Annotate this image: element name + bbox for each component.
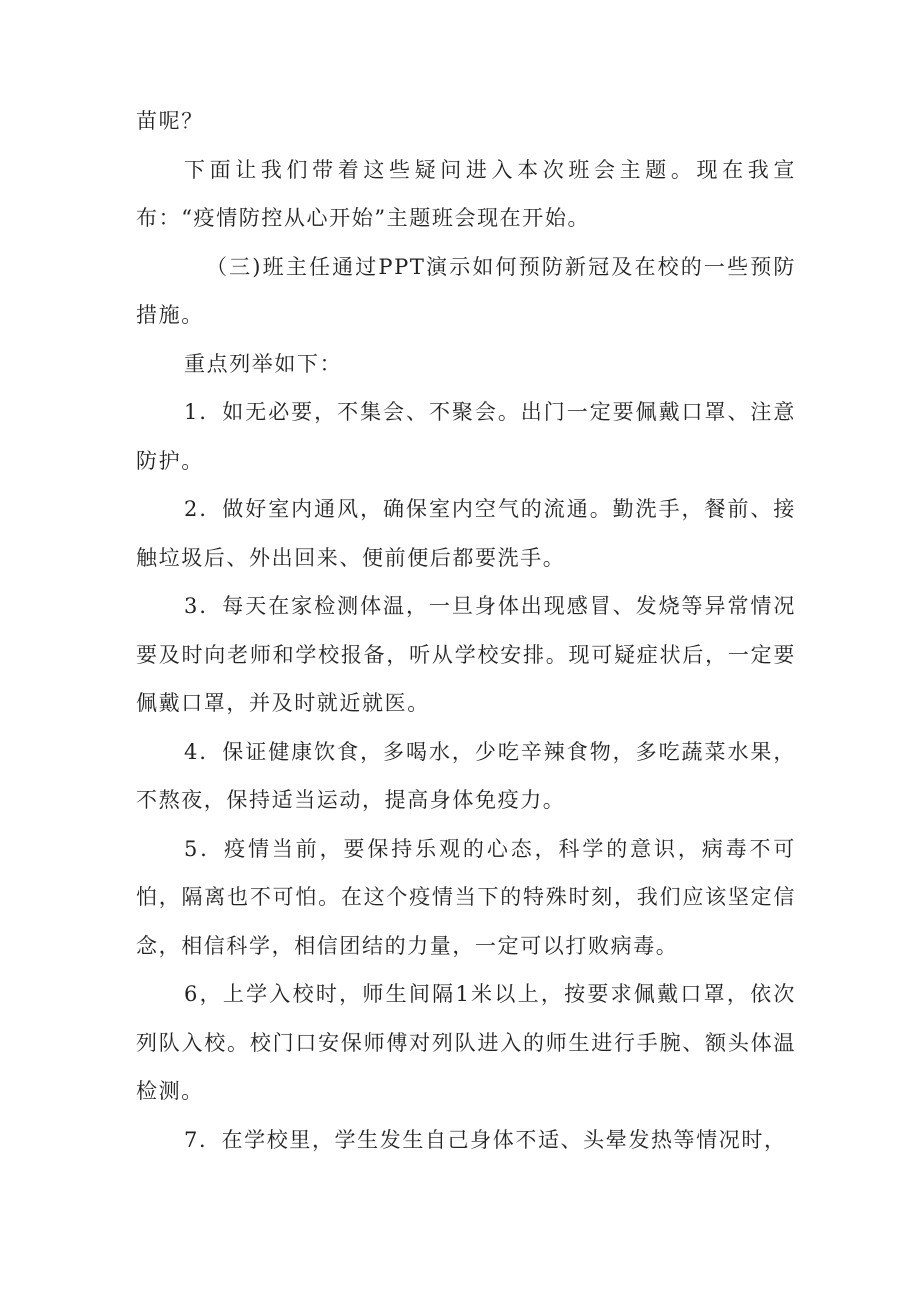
list-item-3: 3．每天在家检测体温，一旦身体出现感冒、发烧等异常情况要及时向老师和学校报备，听从学校安排。现可疑症状后，一定要佩戴口罩，并及时就近就医。 [136,594,796,715]
paragraph-announcement: 下面让我们带着这些疑问进入本次班会主题。现在我宣布：“疫情防控从心开始”主题班会现在开始。 [136,157,796,230]
paragraph-continuation: 苗呢？ [136,109,204,133]
list-item-2: 2．做好室内通风，确保室内空气的流通。勤洗手，餐前、接触垃圾后、外出回来、便前便后都要洗手。 [136,497,796,570]
list-item-6: 6，上学入校时，师生间隔1米以上，按要求佩戴口罩，依次列队入校。校门口安保师傅对列队进入的师生进行手腕、额头体温检测。 [136,982,796,1103]
paragraph-list-intro: 重点列举如下： [184,351,343,376]
paragraph-section-three: （三)班主任通过PPT演示如何预防新冠及在校的一些预防措施。 [136,254,796,327]
list-item-7: 7．在学校里，学生发生自己身体不适、头晕发热等情况时， [184,1127,787,1152]
document-body [136,97,796,1164]
list-item-4: 4．保证健康饮食，多喝水，少吃辛辣食物，多吃蔬菜水果，不熬夜，保持适当运动，提高身体免疫力。 [136,739,796,812]
list-item-1: 1．如无必要，不集会、不聚会。出门一定要佩戴口罩、注意防护。 [136,400,796,473]
list-item-5: 5．疫情当前，要保持乐观的心态，科学的意识，病毒不可怕，隔离也不可怕。在这个疫情当下的特殊时刻，我们应该坚定信念，相信科学，相信团结的力量，一定可以打败病毒。 [136,836,796,958]
